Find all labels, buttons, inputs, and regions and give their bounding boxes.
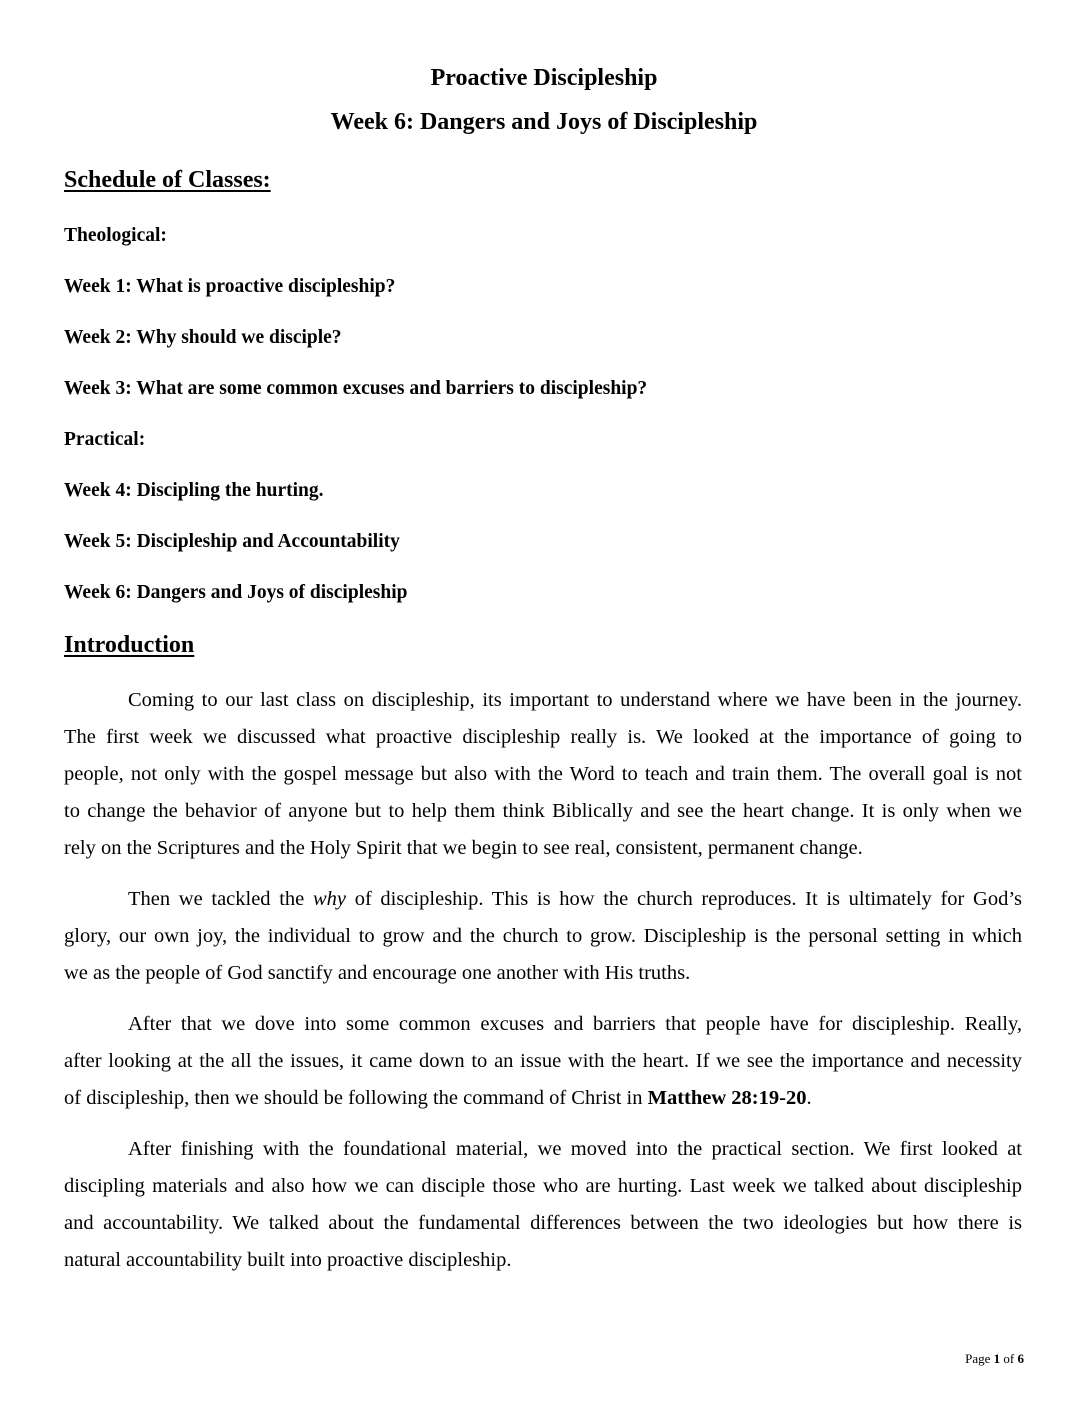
schedule-category-theological: Theological: bbox=[64, 225, 167, 246]
text-run: of discipleship. This is how the church reproduces. It is ultimately for God’s bbox=[354, 888, 1023, 910]
text-run: . bbox=[806, 1087, 812, 1109]
paragraph-line: After finishing with the foundational material, we moved into the practical section. We first looked at bbox=[128, 1138, 1022, 1160]
schedule-item-week-4: Week 4: Discipling the hurting. bbox=[64, 480, 324, 501]
document-title: Proactive Discipleship bbox=[430, 65, 658, 91]
schedule-item-week-2: Week 2: Why should we disciple? bbox=[64, 327, 342, 348]
page-of: of bbox=[1003, 1351, 1015, 1366]
paragraph-line: glory, our own joy, the individual to grow and the church to grow. Discipleship is the personal setting in which bbox=[64, 925, 1022, 947]
page-current: 1 bbox=[993, 1351, 1001, 1366]
paragraph-line: people, not only with the gospel message but also with the Word to teach and train them. The overall goal is not bbox=[64, 763, 1022, 785]
schedule-item-week-1: Week 1: What is proactive discipleship? bbox=[64, 276, 396, 297]
paragraph-line: and accountability. We talked about the fundamental differences between the two ideologies but how there is bbox=[64, 1212, 1022, 1234]
text-run: Then we tackled the bbox=[128, 888, 305, 910]
text-run: of discipleship, then we should be following the command of Christ in bbox=[64, 1087, 643, 1109]
paragraph-line bbox=[128, 887, 1022, 911]
page-label: Page bbox=[965, 1351, 991, 1366]
schedule-item-week-5: Week 5: Discipleship and Accountability bbox=[64, 531, 400, 552]
page-total: 6 bbox=[1017, 1351, 1024, 1366]
paragraph-line: rely on the Scriptures and the Holy Spirit that we begin to see real, consistent, permanent change. bbox=[64, 837, 863, 859]
paragraph-line: after looking at the all the issues, it came down to an issue with the heart. If we see the importance and necessity bbox=[64, 1050, 1022, 1072]
paragraph-line: Coming to our last class on discipleship, its important to understand where we have been in the journey. bbox=[128, 689, 1022, 711]
paragraph-line: The first week we discussed what proactive discipleship really is. We looked at the importance of going to bbox=[64, 726, 1022, 748]
schedule-item-week-6: Week 6: Dangers and Joys of discipleship bbox=[64, 582, 408, 603]
paragraph-line: discipling materials and also how we can disciple those who are hurting. Last week we talked about discipleship bbox=[64, 1175, 1022, 1197]
paragraph-line: natural accountability built into proactive discipleship. bbox=[64, 1249, 512, 1271]
paragraph-line bbox=[64, 1086, 812, 1110]
schedule-category-practical: Practical: bbox=[64, 429, 146, 450]
introduction-heading: Introduction bbox=[64, 632, 195, 658]
page-number bbox=[965, 1351, 1024, 1367]
emphasis-why: why bbox=[312, 888, 346, 910]
schedule-heading: Schedule of Classes: bbox=[64, 167, 271, 193]
paragraph-line: to change the behavior of anyone but to help them think Biblically and see the heart change. It is only when we bbox=[64, 800, 1022, 822]
paragraph-line: we as the people of God sanctify and encourage one another with His truths. bbox=[64, 962, 691, 984]
document-subtitle: Week 6: Dangers and Joys of Discipleship bbox=[330, 109, 758, 135]
paragraph-line: After that we dove into some common excuses and barriers that people have for discipleship. Really, bbox=[128, 1013, 1022, 1035]
schedule-item-week-3: Week 3: What are some common excuses and barriers to discipleship? bbox=[64, 378, 648, 399]
scripture-reference: Matthew 28:19-20 bbox=[647, 1087, 807, 1109]
